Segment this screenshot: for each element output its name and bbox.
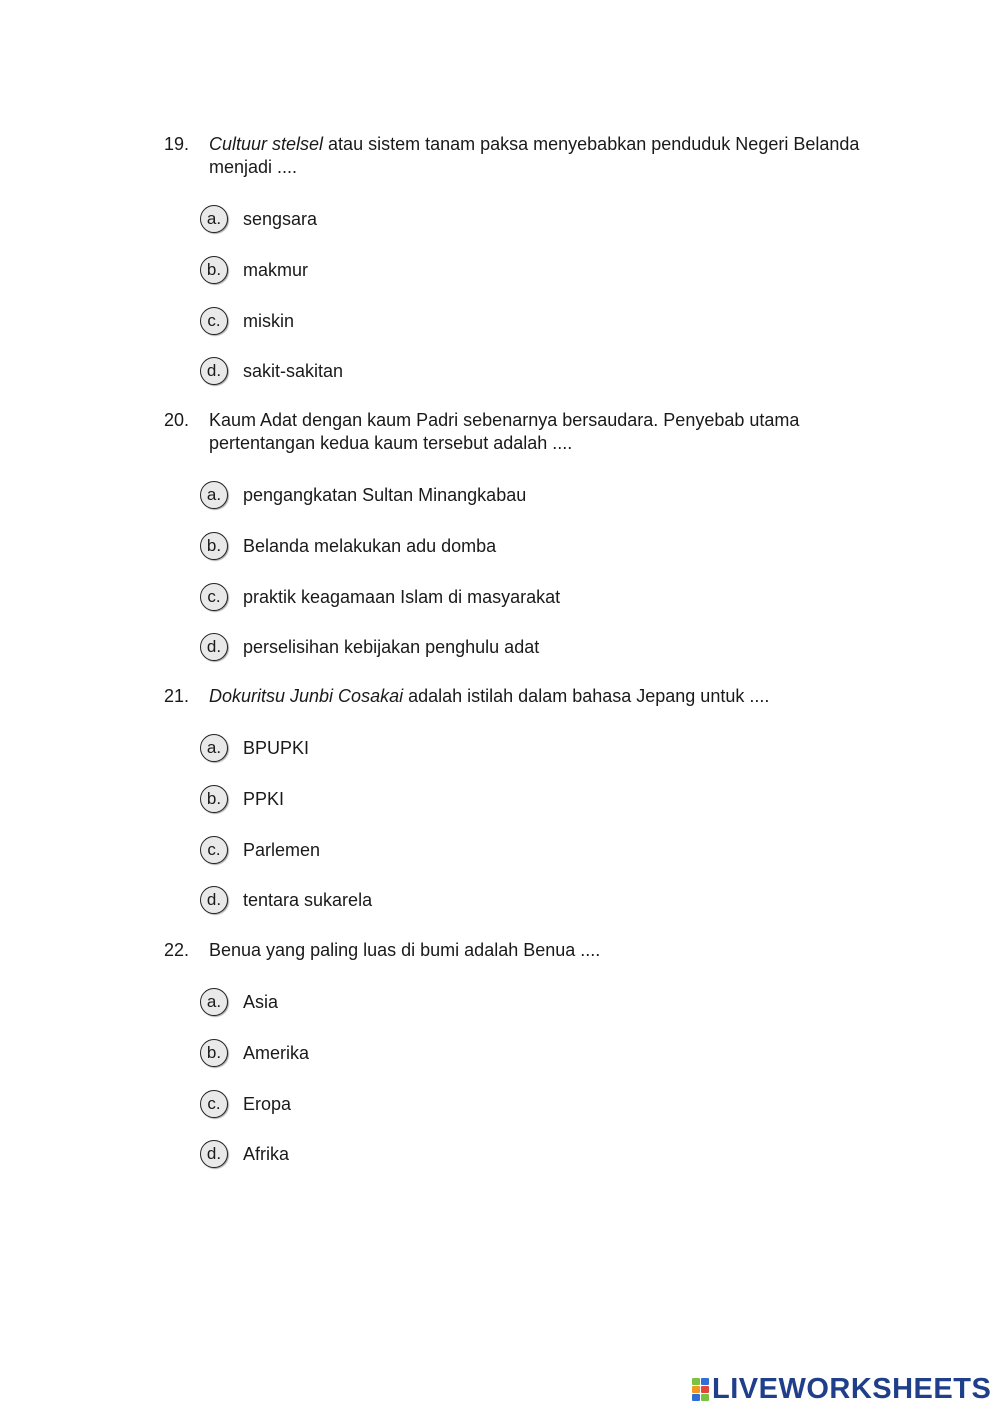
question-number: 21. <box>164 686 190 706</box>
option-letter-badge[interactable]: a. <box>200 734 228 762</box>
option-21b[interactable] <box>0 785 999 815</box>
liveworksheets-blocks-icon <box>692 1377 710 1401</box>
logo-text: LIVEWORKSHEETS <box>712 1372 992 1405</box>
option-19d[interactable] <box>0 357 999 387</box>
question-italic-term: Cultuur stelsel <box>209 134 324 154</box>
option-letter-badge[interactable]: c. <box>200 836 228 864</box>
option-letter-badge[interactable]: d. <box>200 633 228 661</box>
option-19c[interactable] <box>0 307 999 337</box>
question-italic-term: Dokuritsu Junbi Cosakai <box>209 686 404 706</box>
option-text: PPKI <box>243 789 285 809</box>
option-letter-badge[interactable]: c. <box>200 307 228 335</box>
option-22b[interactable] <box>0 1039 999 1069</box>
option-20b[interactable] <box>0 532 999 562</box>
option-text: perselisihan kebijakan penghulu adat <box>243 637 540 657</box>
option-text: pengangkatan Sultan Minangkabau <box>243 485 527 505</box>
question-text: Cultuur stelsel atau sistem tanam paksa menyebabkan penduduk Negeri Belanda menjadi .... <box>209 134 860 177</box>
option-letter-badge[interactable]: c. <box>200 1090 228 1118</box>
option-21c[interactable] <box>0 836 999 866</box>
option-text: Amerika <box>243 1043 310 1063</box>
option-20d[interactable] <box>0 633 999 663</box>
option-22d[interactable] <box>0 1140 999 1170</box>
option-19a[interactable] <box>0 205 999 235</box>
option-text: Belanda melakukan adu domba <box>243 536 497 556</box>
option-letter-badge[interactable]: c. <box>200 583 228 611</box>
option-22c[interactable] <box>0 1090 999 1120</box>
option-letter-badge[interactable]: d. <box>200 1140 228 1168</box>
question-text: Kaum Adat dengan kaum Padri sebenarnya bersaudara. Penyebab utama pertentangan kedua kaum tersebut adalah .... <box>209 410 800 453</box>
question-number: 20. <box>164 410 190 430</box>
option-letter-badge[interactable]: b. <box>200 785 228 813</box>
option-text: sakit-sakitan <box>243 361 344 381</box>
option-21a[interactable] <box>0 734 999 764</box>
option-text: Afrika <box>243 1144 290 1164</box>
option-text: makmur <box>243 260 309 280</box>
option-letter-badge[interactable]: b. <box>200 532 228 560</box>
option-20c[interactable] <box>0 583 999 613</box>
option-20a[interactable] <box>0 481 999 511</box>
option-text: miskin <box>243 311 295 331</box>
option-21d[interactable] <box>0 886 999 916</box>
option-letter-badge[interactable]: b. <box>200 1039 228 1067</box>
liveworksheets-logo[interactable] <box>692 1374 991 1404</box>
option-letter-badge[interactable]: a. <box>200 481 228 509</box>
option-text: sengsara <box>243 209 318 229</box>
option-letter-badge[interactable]: a. <box>200 988 228 1016</box>
option-19b[interactable] <box>0 256 999 286</box>
option-text: BPUPKI <box>243 738 310 758</box>
question-text: Benua yang paling luas di bumi adalah Benua .... <box>209 940 601 960</box>
option-letter-badge[interactable]: b. <box>200 256 228 284</box>
question-number: 22. <box>164 940 190 960</box>
option-text: tentara sukarela <box>243 890 373 910</box>
option-text: Parlemen <box>243 840 321 860</box>
option-text: praktik keagamaan Islam di masyarakat <box>243 587 561 607</box>
option-letter-badge[interactable]: d. <box>200 357 228 385</box>
option-letter-badge[interactable]: a. <box>200 205 228 233</box>
option-22a[interactable] <box>0 988 999 1018</box>
question-text: Dokuritsu Junbi Cosakai adalah istilah dalam bahasa Jepang untuk .... <box>209 686 770 706</box>
option-letter-badge[interactable]: d. <box>200 886 228 914</box>
option-text: Asia <box>243 992 279 1012</box>
option-text: Eropa <box>243 1094 292 1114</box>
question-number: 19. <box>164 134 190 154</box>
